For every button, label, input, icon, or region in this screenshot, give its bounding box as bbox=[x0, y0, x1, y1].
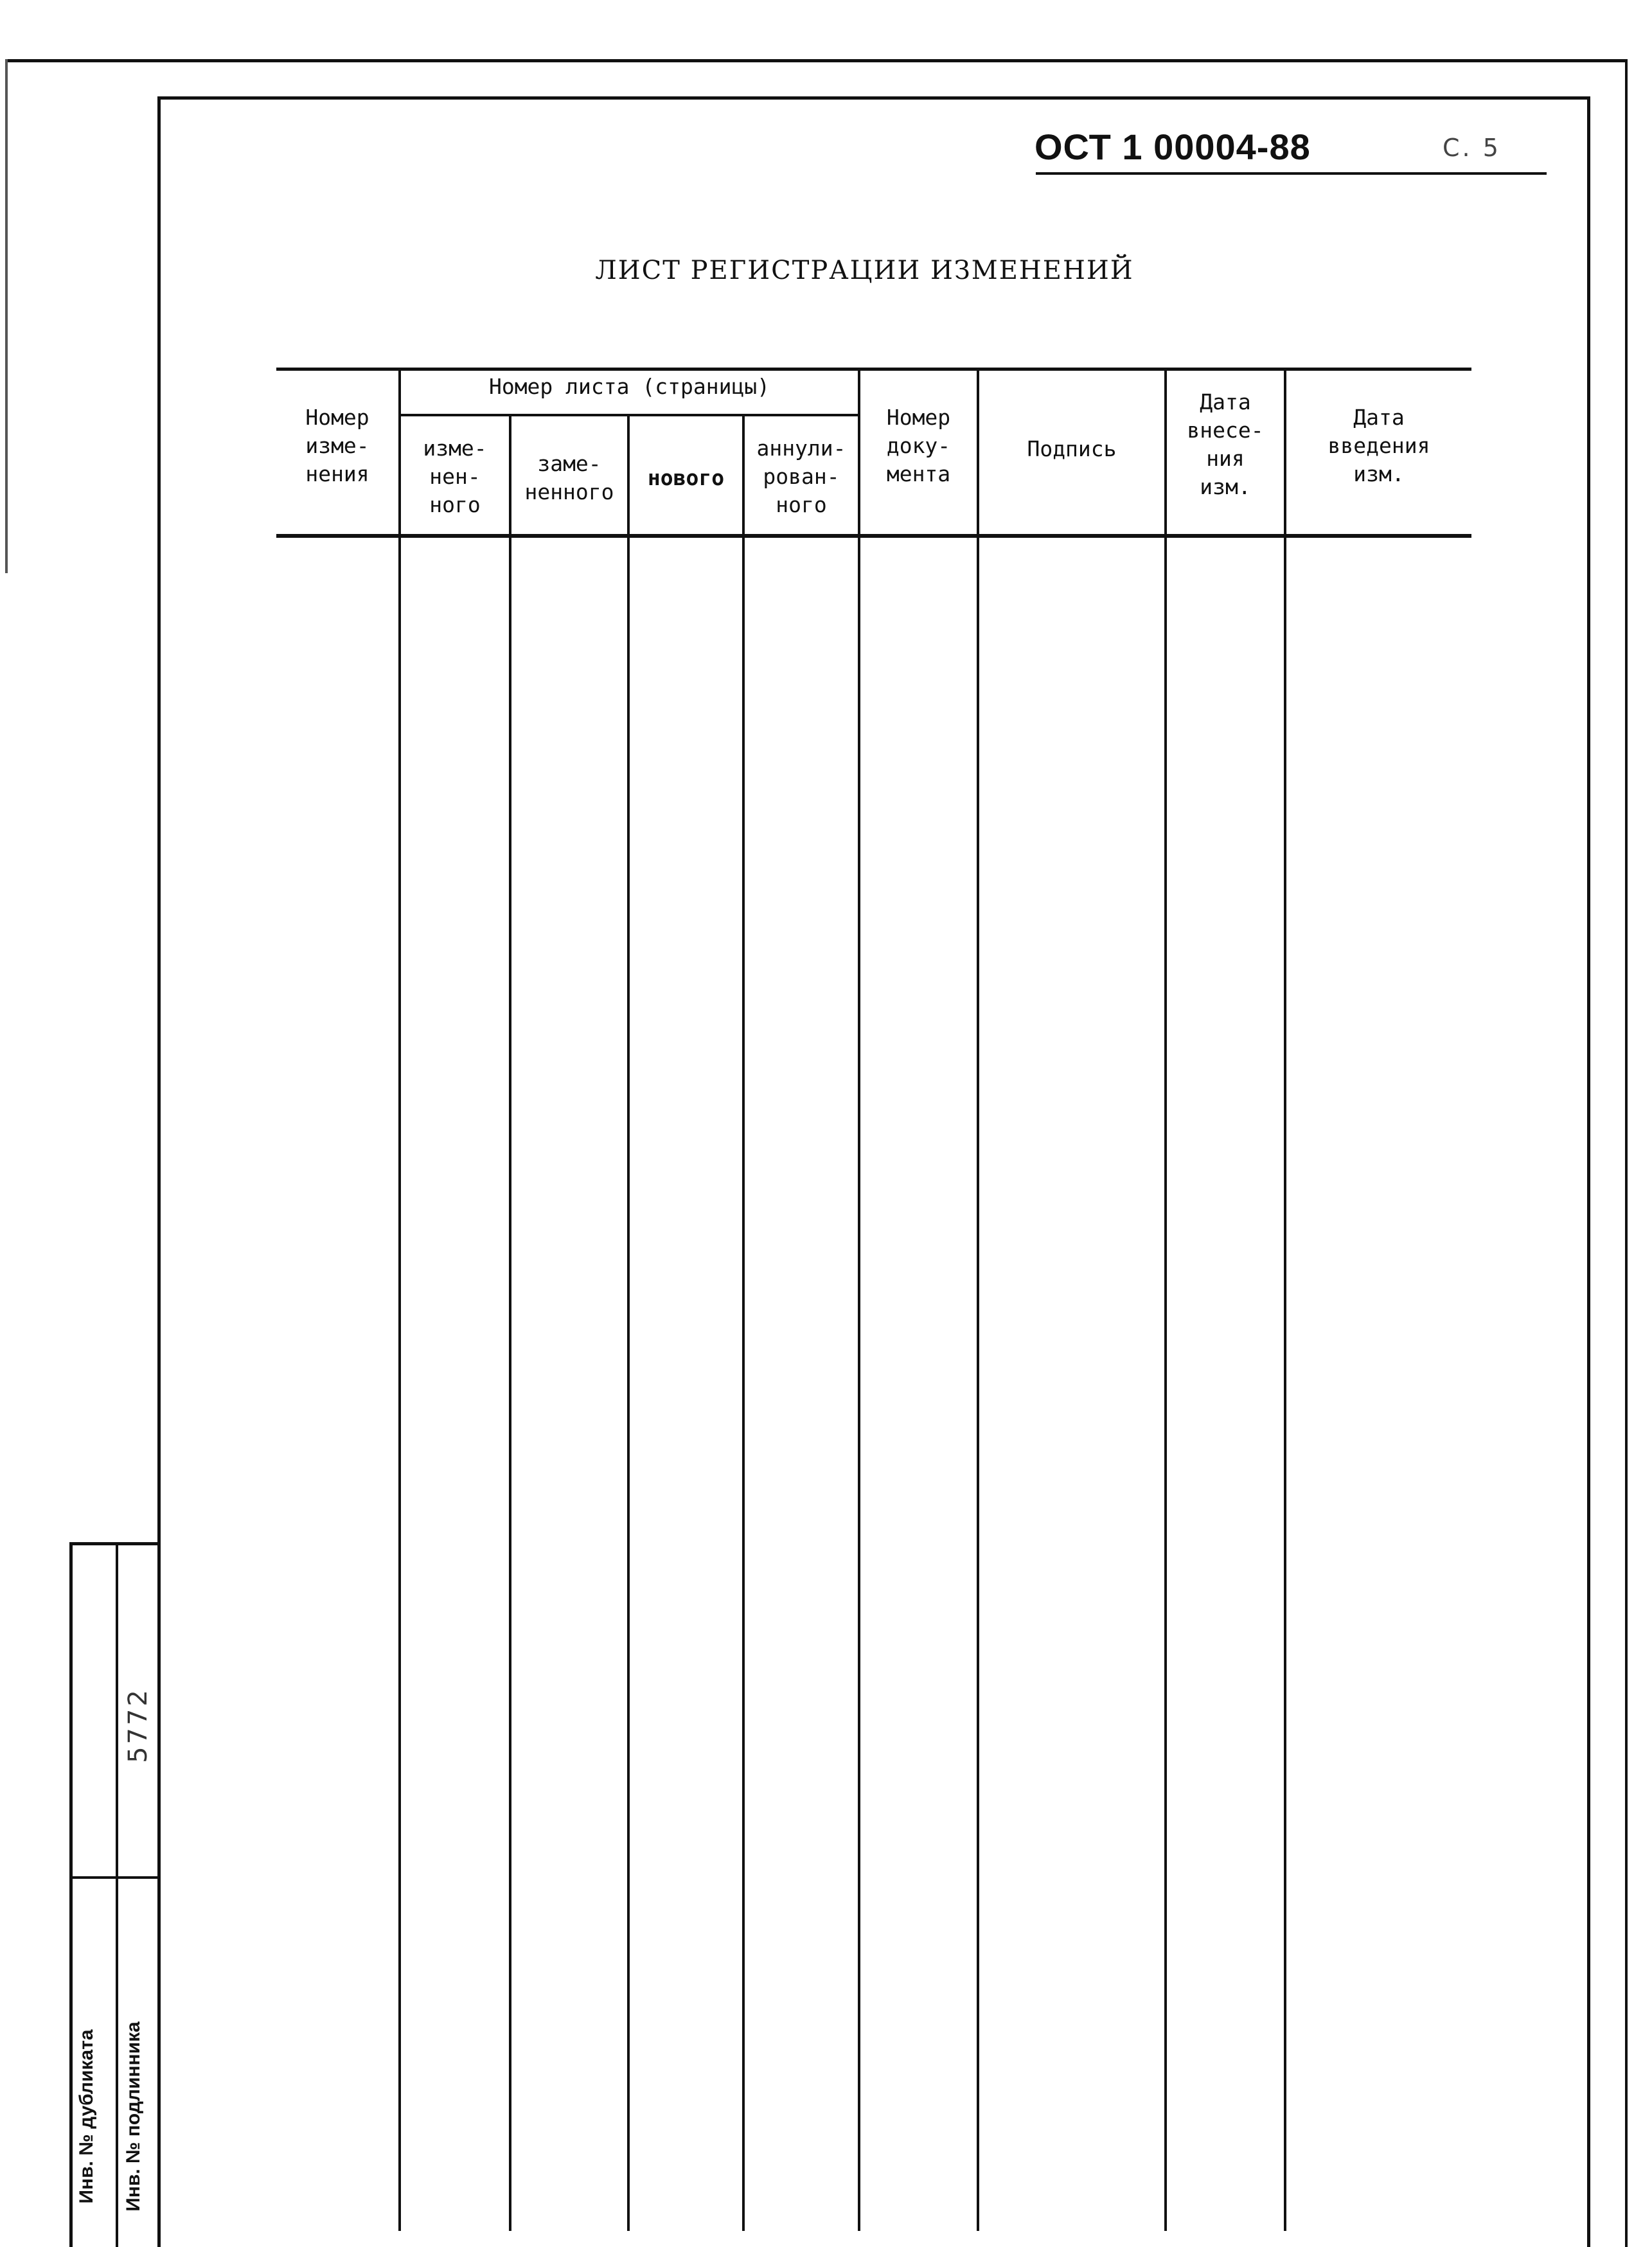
page-number: С. 5 bbox=[1443, 134, 1501, 162]
sheet-title: ЛИСТ РЕГИСТРАЦИИ ИЗМЕНЕНИЙ bbox=[595, 256, 1134, 285]
header-underline bbox=[1036, 172, 1547, 175]
margin-block-divider-line bbox=[116, 1542, 118, 2247]
outer-frame-left-line bbox=[5, 59, 8, 573]
table-top-line bbox=[276, 368, 1471, 371]
column-divider-1 bbox=[398, 368, 401, 2231]
margin-block-left-line bbox=[69, 1542, 73, 2247]
inner-frame-left-line bbox=[157, 96, 161, 2247]
column-divider-4 bbox=[742, 414, 745, 2231]
outer-frame-top-line bbox=[5, 59, 1628, 62]
column-divider-7 bbox=[1164, 368, 1167, 2231]
inner-frame-right-line bbox=[1587, 96, 1590, 2247]
original-inventory-number: 5772 bbox=[123, 1687, 153, 1763]
header-replaced-sheet: заме- ненного bbox=[524, 451, 614, 504]
column-divider-2 bbox=[509, 414, 511, 2231]
header-change-number: Номер изме- нения bbox=[305, 405, 369, 486]
document-designation: ОСТ 1 00004-88 bbox=[1035, 127, 1311, 167]
header-annulled-sheet: аннули- рован- ного bbox=[756, 436, 846, 517]
group-header-sheet-number: Номер листа (страницы) bbox=[488, 374, 770, 399]
header-new-sheet: нового bbox=[647, 465, 725, 490]
column-divider-5 bbox=[858, 368, 860, 2231]
inner-frame-top-line bbox=[157, 96, 1590, 100]
header-signature: Подпись bbox=[1027, 436, 1117, 461]
header-document-number: Номер доку- мента bbox=[886, 405, 951, 486]
header-changed-sheet: изме- нен- ного bbox=[423, 436, 487, 517]
column-divider-3 bbox=[627, 414, 630, 2231]
outer-frame-right-line bbox=[1625, 59, 1628, 2247]
column-divider-6 bbox=[977, 368, 979, 2231]
header-bottom-line bbox=[276, 534, 1471, 538]
original-inventory-label: Инв. № подлинника bbox=[123, 2021, 144, 2212]
header-introduction-date: Дата введения изм. bbox=[1328, 405, 1430, 486]
column-divider-8 bbox=[1284, 368, 1286, 2231]
duplicate-inventory-label: Инв. № дубликата bbox=[76, 2029, 97, 2204]
header-entry-date: Дата внесе- ния изм. bbox=[1187, 389, 1264, 499]
